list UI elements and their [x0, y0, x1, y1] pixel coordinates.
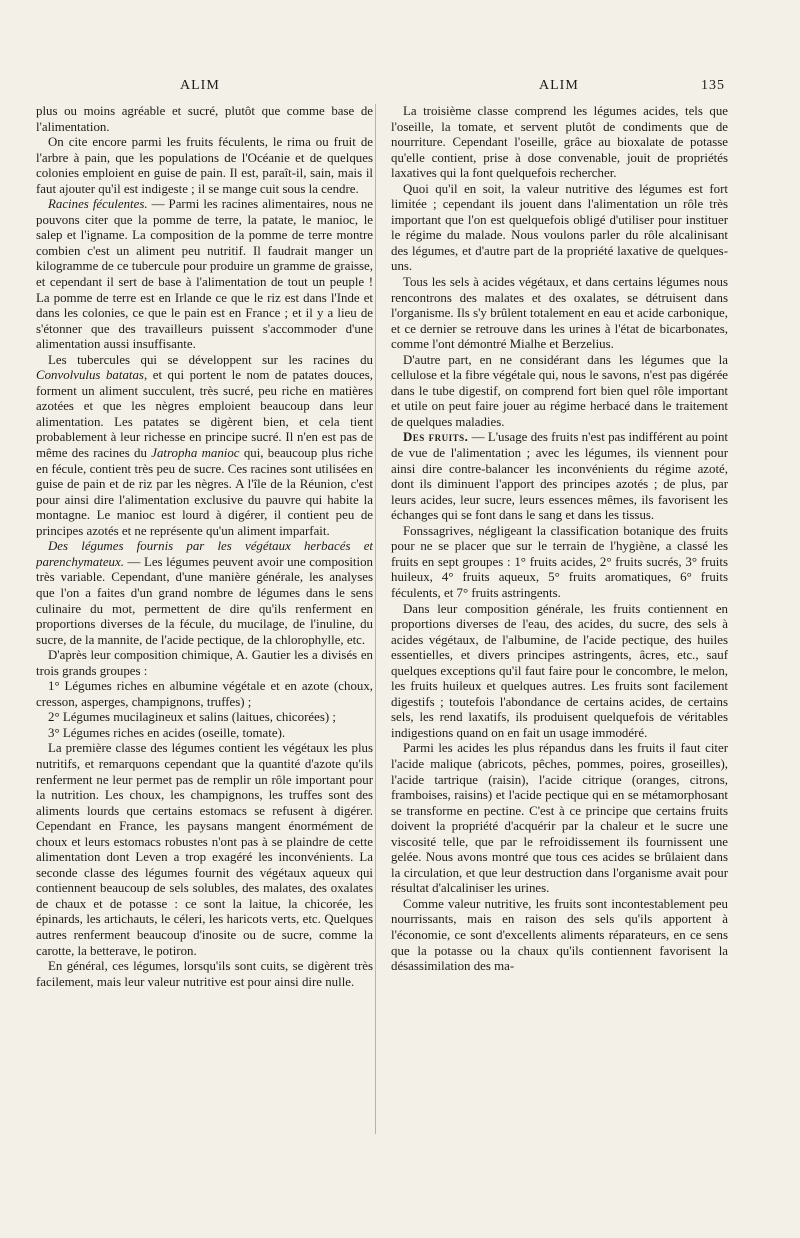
paragraph: En général, ces légumes, lorsqu'ils sont cuits, se digèrent très facilement, mais leur valeur nutritive est pour ainsi dire nulle. [36, 959, 373, 989]
paragraph: Parmi les acides les plus répandus dans les fruits il faut citer l'acide malique (abricots, pêches, pommes, poires, groseilles), l'acide tartrique (raisin), l'acide citrique (oranges, citrons, framboises, raisins) et l'acide pectique qui en se métamorphosant se transforme en pectine. C'est à ce principe que certains fruits doivent la propriété d'acquérir par la chaleur et le sucre une viscosité telle, que par le refroidissement ils fournissent une gelée. Nous avons montré que tous ces acides se brûlaient dans la circulation, et que leur destruction dans l'organisme avait pour résultat d'alcaliniser les urines. [391, 741, 728, 896]
paragraph-text: , et qui portent le nom de patates douces, forment un aliment succulent, très sucré, peu riche en matières azotées et que les nègres emploient beaucoup dans leur alimentation. Les patates se digèrent bien, et cela tient probablement à leur richesse en principe sucré. Il n'en est pas de même des racines du [36, 368, 373, 461]
paragraph: plus ou moins agréable et sucré, plutôt que comme base de l'alimentation. [36, 104, 373, 134]
species-name: Convolvulus batatas [36, 368, 144, 383]
paragraph: La première classe des légumes contient les végétaux les plus nutritifs, et remarquons cependant que la quantité d'azote qu'ils renferment ne leur permet pas de remplir un rôle important pour la nutrition. Les choux, les champignons, les truffes sont des aliments lourds que certains estomacs se refusent à digérer. Cependant en France, les paysans mangent énormément de choux et leurs estomacs robustes n'ont pas à se plaindre de cette alimentation dont Leven a trop exagéré les inconvénients. La seconde classe des légumes fournit des végétaux aqueux qui contiennent beaucoup de sels solubles, des malates, des oxalates de chaux et de potasse : ce sont la laitue, la chicorée, les épinards, les artichauts, le céleri, les haricots verts, etc. Quelques autres renferment beaucoup d'inosite ou de sucre, comme la carotte, la betterave, le potiron. [36, 741, 373, 958]
page-number: 135 [701, 78, 725, 93]
paragraph [36, 353, 373, 540]
paragraph-text: Les tubercules qui se développent sur les racines du [48, 352, 373, 367]
paragraph [391, 430, 728, 523]
left-running-head: ALIM [180, 78, 220, 93]
section-heading: Des fruits. [403, 430, 469, 445]
paragraph [36, 197, 373, 352]
paragraph [36, 539, 373, 648]
paragraph-text: — Les légumes peuvent avoir une composition très variable. Cependant, d'une manière générale, les analyses que l'on a faites d'un grand nombre de légumes dans le sens culinaire du mot, permettent de dire qu'ils renferment en proportions diverses de la fécule, du mucilage, de l'inuline, du sucre, de la mannite, de l'acide pectique, de la chlorophylle, etc. [36, 554, 373, 647]
paragraph: On cite encore parmi les fruits féculents, le rima ou fruit de l'arbre à pain, que les populations de l'Océanie et de quelques colonies emploient en guise de pain. Il est, paraît-il, sain, mais il faut ajouter qu'il est indigeste ; il se mange cuit sous la cendre. [36, 135, 373, 196]
paragraph: D'après leur composition chimique, A. Gautier les a divisés en trois grands groupes : [36, 648, 373, 678]
right-column [391, 104, 728, 1144]
paragraph: D'autre part, en ne considérant dans les légumes que la cellulose et la fibre végétale qui, nous le savons, n'est pas digérée dans le tube digestif, on comprend fort bien quel rôle important et utile on peut faire jouer au régime herbacé dans le traitement de quelques maladies. [391, 352, 728, 429]
right-running-head: ALIM [539, 78, 579, 93]
column-divider [375, 104, 376, 1134]
paragraph: Quoi qu'il en soit, la valeur nutritive des légumes est fort limitée ; cependant ils jouent dans l'alimentation un rôle très important que l'on est quelquefois obligé d'utiliser pour instituer le régime du malade. Nous voulons parler du rôle alcalinisant des légumes, et d'autre part de la propriété laxative de quelques-uns. [391, 181, 728, 274]
section-heading: Racines féculentes. [48, 197, 148, 212]
section-heading: Des légumes fournis par les végétaux herbacés et parenchymateux. [36, 539, 373, 569]
paragraph: Comme valeur nutritive, les fruits sont incontestablement peu nourrissants, mais en raison des sels qu'ils apportent à l'économie, ce sont d'excellents aliments réparateurs, en ce sens que la potasse ou la chaux qu'ils contiennent favorisent la désassimilation des ma- [391, 896, 728, 974]
paragraph: Fonssagrives, négligeant la classification botanique des fruits pour ne se placer que sur le terrain de l'hygiène, a classé les fruits en sept groupes : 1° fruits acides, 2° fruits sucrés, 3° fruits huileux, 4° fruits aqueux, 5° fruits aromatiques, 6° fruits féculents, et 7° fruits astringents. [391, 523, 728, 600]
paragraph-text: — L'usage des fruits n'est pas indifférent au point de vue de l'alimentation ; avec les légumes, ils viennent pour ainsi dire contre-balancer les inconvénients du régime azoté, dont ils diminuent l'apport des principes azotés ; de plus, par leurs acides, leur sucre, leurs essences mêmes, ils favorisent les échanges qui se font dans le sang et dans les tissus. [391, 430, 728, 523]
paragraph-text: qui, beaucoup plus riche en fécule, contient très peu de sucre. Ces racines sont utilisées en guise de pain et de riz par les nègres. A l'île de la Réunion, c'est pour ainsi dire l'alimentation exclusive du pauvre qui habite la montagne. Le manioc est lourd à digérer, il contient peu de principes azotés et ne représente qu'un aliment imparfait. [36, 446, 373, 538]
paragraph-text: — Parmi les racines alimentaires, nous ne pouvons citer que la pomme de terre, la patate, le manioc, le salep et l'igname. La composition de la pomme de terre montre combien c'est un aliment peu nutritif. Il faudrait manger un kilogramme de ce tubercule pour produire un gramme de graisse, et cependant il sert de base à l'alimentation de tout un peuple ! La pomme de terre est en Irlande ce que le riz est dans l'Inde et dans les colonies, ce que le pain est en France ; et il y a lieu de s'étonner que des travailleurs puissent s'accommoder d'une alimentation aussi insuffisante. [36, 197, 373, 352]
list-item: 1° Légumes riches en albumine végétale et en azote (choux, cresson, asperges, champignons, truffes) ; [36, 679, 373, 709]
left-column [36, 104, 373, 1144]
paragraph: Tous les sels à acides végétaux, et dans certains légumes nous rencontrons des malates et des oxalates, se détruisent dans l'organisme. Ils s'y brûlent totalement en eau et acide carbonique, et ce dernier se retrouve dans les urines à l'état de bicarbonates, comme l'ont démontré Mialhe et Berzelius. [391, 275, 728, 352]
list-item: 2° Légumes mucilagineux et salins (laitues, chicorées) ; [48, 710, 336, 725]
species-name: Jatropha manioc [151, 446, 240, 461]
list-item: 3° Légumes riches en acides (oseille, tomate). [48, 725, 286, 740]
paragraph: Dans leur composition générale, les fruits contiennent en proportions diverses de l'eau, des acides, du sucre, des sels à acides végétaux, de l'albumine, de l'acide pectique, des huiles essentielles, et divers principes astringents, âcres, etc., sauf quelques exceptions qu'il faut faire pour le concombre, le melon, les fruits huileux et quelques autres. Les fruits sont facilement digestifs ; toutefois l'abondance de certains acides, de certains sels, les rend laxatifs, ils produisent quelquefois de véritables indigestions quand on en fait un usage immodéré. [391, 601, 728, 740]
paragraph: La troisième classe comprend les légumes acides, tels que l'oseille, la tomate, et servent plutôt de condiments que de nourriture. Cependant l'oseille, grâce au bioxalate de potasse qu'elle contient, prise à dose convenable, jouit de propriétés laxatives qui la font quelquefois rechercher. [391, 104, 728, 181]
